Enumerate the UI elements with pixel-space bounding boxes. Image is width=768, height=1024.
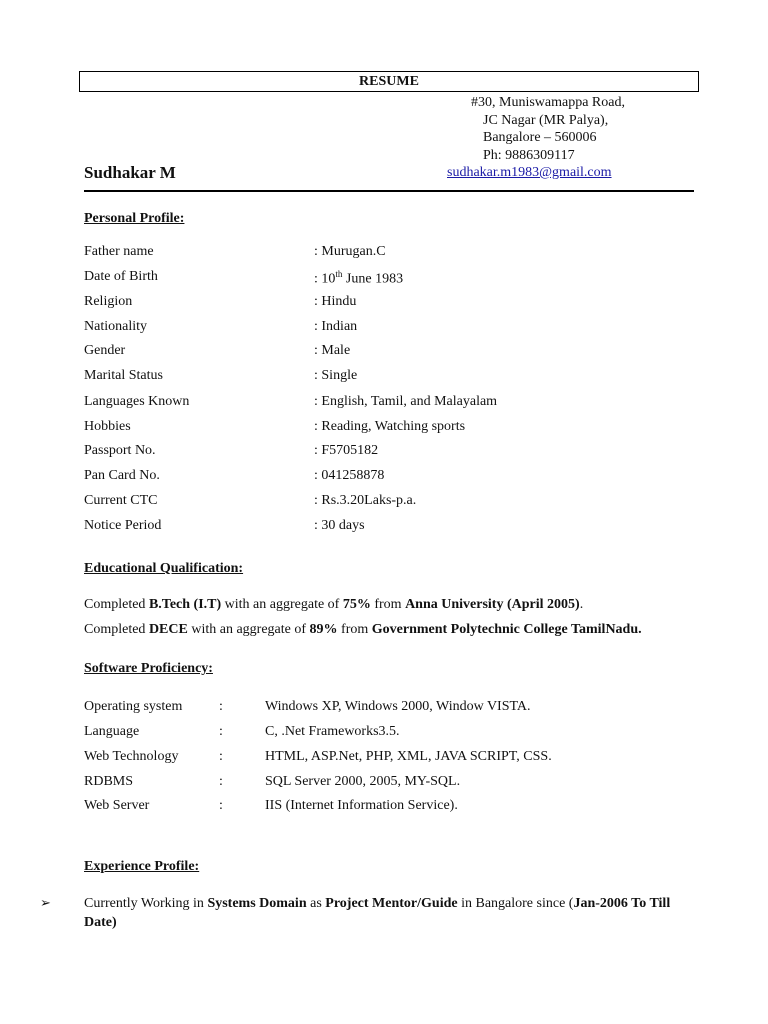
row-label: Gender (84, 343, 126, 358)
row-value: : Rs.3.20Laks-p.a. (314, 493, 417, 508)
resume-title: RESUME (79, 71, 699, 92)
row-label: Web Server (84, 798, 150, 813)
row-value: IIS (Internet Information Service). (265, 798, 458, 813)
row-value: : Male (314, 343, 351, 358)
education-line-2: Completed DECE with an aggregate of 89% from Government Polytechnic College TamilNadu. (84, 622, 642, 637)
address-line-2: JC Nagar (MR Palya), (483, 112, 609, 128)
row-value: : Hindu (314, 294, 357, 309)
row-value: : 041258878 (314, 468, 385, 483)
row-label: Language (84, 724, 140, 739)
arrow-bullet-icon: ➢ (40, 895, 51, 910)
row-value: HTML, ASP.Net, PHP, XML, JAVA SCRIPT, CSS. (265, 749, 552, 764)
row-label: Web Technology (84, 749, 179, 764)
education-line-1: Completed B.Tech (I.T) with an aggregate of 75% from Anna University (April 2005). (84, 597, 584, 612)
row-label: Notice Period (84, 518, 162, 533)
row-label: Nationality (84, 319, 147, 334)
phone-number: Ph: 9886309117 (483, 147, 575, 163)
address-block (471, 94, 625, 164)
row-value: : 10th June 1983 (314, 269, 404, 287)
row-colon: : (219, 798, 223, 813)
address-line-1: #30, Muniswamappa Road, (471, 95, 625, 110)
header-divider (84, 190, 694, 192)
row-value: Windows XP, Windows 2000, Window VISTA. (265, 699, 531, 714)
row-colon: : (219, 774, 223, 789)
row-value: : Murugan.C (314, 244, 386, 259)
row-label: Hobbies (84, 419, 131, 434)
row-value: : Single (314, 368, 358, 383)
row-label: Passport No. (84, 443, 156, 458)
row-colon: : (219, 699, 223, 714)
row-label: Marital Status (84, 368, 163, 383)
row-colon: : (219, 724, 223, 739)
software-heading: Software Proficiency: (84, 661, 213, 676)
row-value: C, .Net Frameworks3.5. (265, 724, 400, 739)
row-label: Pan Card No. (84, 468, 160, 483)
row-value: : 30 days (314, 518, 365, 533)
row-label: Religion (84, 294, 133, 309)
row-value: SQL Server 2000, 2005, MY-SQL. (265, 774, 461, 789)
row-value: : Reading, Watching sports (314, 419, 466, 434)
candidate-name: Sudhakar M (84, 163, 176, 182)
personal-profile-heading: Personal Profile: (84, 211, 185, 226)
education-heading: Educational Qualification: (84, 561, 244, 576)
row-label: Current CTC (84, 493, 158, 508)
row-value: : F5705182 (314, 443, 379, 458)
row-colon: : (219, 749, 223, 764)
address-line-3: Bangalore – 560006 (483, 130, 597, 145)
row-label: Languages Known (84, 394, 190, 409)
row-label: Father name (84, 244, 154, 259)
email-link[interactable]: sudhakar.m1983@gmail.com (447, 165, 612, 180)
experience-item: Currently Working in Systems Domain as Project Mentor/Guide in Bangalore since (Jan-2006 To Till Date) (84, 896, 671, 930)
experience-heading: Experience Profile: (84, 859, 200, 874)
row-label: Date of Birth (84, 269, 158, 284)
row-value: : Indian (314, 319, 358, 334)
row-value: : English, Tamil, and Malayalam (314, 394, 498, 409)
row-label: Operating system (84, 699, 183, 714)
row-label: RDBMS (84, 774, 134, 789)
